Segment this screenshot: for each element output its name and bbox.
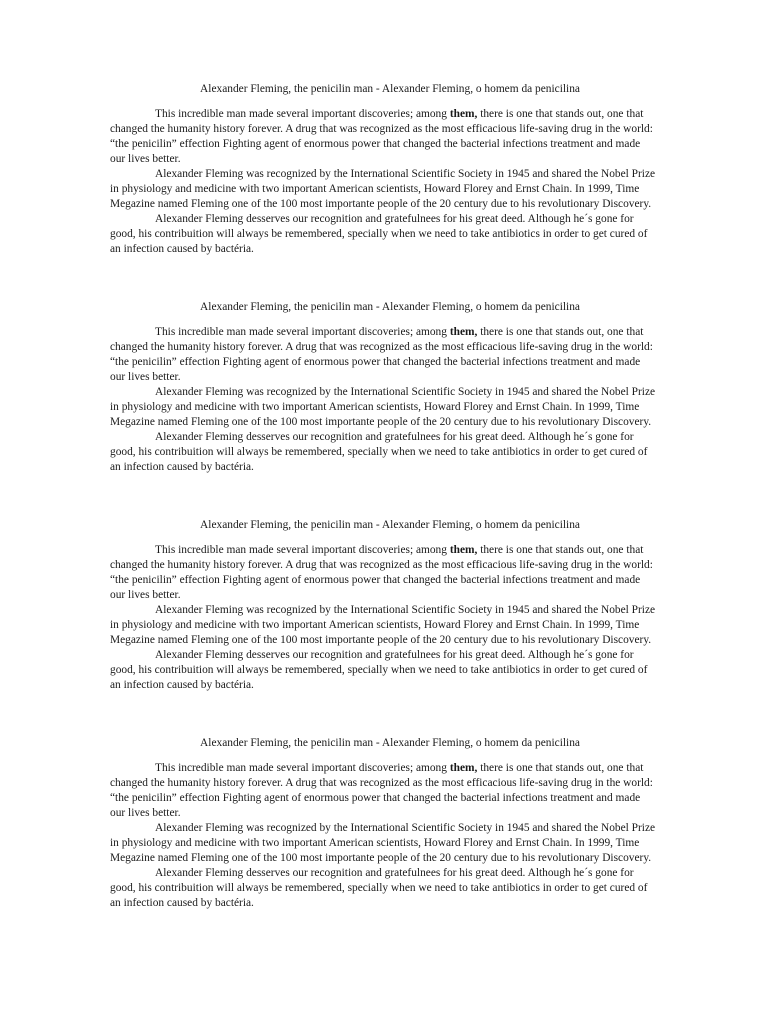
emphasis-text: them, — [449, 326, 478, 338]
paragraph-text: there is one that stands out, one that changed the humanity history forever. A drug that was recognized as the most efficacious life-saving drug in the world: “the penicilin” effection Fighting agent of enormous power that changed the bacterial infections treatment and made our lives better. — [110, 108, 653, 165]
paragraph-text: This incredible man made several important discoveries; among — [155, 762, 450, 774]
paragraph-recognition: Alexander Fleming was recognized by the International Scientific Society in 1945 and shared the Nobel Prize in physiology and medicine with two important American scientists, Howard Florey and Ernst Chain. In 1999, Time Megazine named Fleming one of the 100 most importante people of the 20 century due to his revolutionary Discovery. — [110, 386, 656, 428]
emphasis-text: them, — [449, 544, 478, 556]
paragraph-gratitude: Alexander Fleming desserves our recognition and gratefulnees for his great deed. Although he´s gone for good, his contribuition will always be remembered, specially when we need to take antibiotics in order to get cured of an infection caused by bactéria. — [110, 649, 648, 691]
paragraph-recognition: Alexander Fleming was recognized by the International Scientific Society in 1945 and shared the Nobel Prize in physiology and medicine with two important American scientists, Howard Florey and Ernst Chain. In 1999, Time Megazine named Fleming one of the 100 most importante people of the 20 century due to his revolutionary Discovery. — [110, 168, 656, 210]
paragraph-text: This incredible man made several important discoveries; among — [155, 108, 450, 120]
section-title: Alexander Fleming, the penicilin man - Alexander Fleming, o homem da penicilina — [200, 83, 580, 95]
paragraph-discoveries — [110, 761, 658, 821]
paragraph-discoveries — [110, 325, 658, 385]
paragraph-recognition: Alexander Fleming was recognized by the International Scientific Society in 1945 and shared the Nobel Prize in physiology and medicine with two important American scientists, Howard Florey and Ernst Chain. In 1999, Time Megazine named Fleming one of the 100 most importante people of the 20 century due to his revolutionary Discovery. — [110, 822, 656, 864]
document-page — [110, 82, 658, 954]
document-section — [110, 82, 658, 300]
section-title: Alexander Fleming, the penicilin man - Alexander Fleming, o homem da penicilina — [200, 737, 580, 749]
paragraph-gratitude: Alexander Fleming desserves our recognition and gratefulnees for his great deed. Although he´s gone for good, his contribuition will always be remembered, specially when we need to take antibiotics in order to get cured of an infection caused by bactéria. — [110, 213, 648, 255]
document-section — [110, 736, 658, 954]
paragraph-text: This incredible man made several important discoveries; among — [155, 326, 450, 338]
emphasis-text: them, — [449, 762, 478, 774]
paragraph-text: there is one that stands out, one that changed the humanity history forever. A drug that was recognized as the most efficacious life-saving drug in the world: “the penicilin” effection Fighting agent of enormous power that changed the bacterial infections treatment and made our lives better. — [110, 544, 653, 601]
paragraph-text: there is one that stands out, one that changed the humanity history forever. A drug that was recognized as the most efficacious life-saving drug in the world: “the penicilin” effection Fighting agent of enormous power that changed the bacterial infections treatment and made our lives better. — [110, 762, 653, 819]
emphasis-text: them, — [449, 108, 478, 120]
paragraph-discoveries — [110, 543, 658, 603]
paragraph-gratitude: Alexander Fleming desserves our recognition and gratefulnees for his great deed. Although he´s gone for good, his contribuition will always be remembered, specially when we need to take antibiotics in order to get cured of an infection caused by bactéria. — [110, 431, 648, 473]
document-section — [110, 518, 658, 736]
paragraph-recognition: Alexander Fleming was recognized by the International Scientific Society in 1945 and shared the Nobel Prize in physiology and medicine with two important American scientists, Howard Florey and Ernst Chain. In 1999, Time Megazine named Fleming one of the 100 most importante people of the 20 century due to his revolutionary Discovery. — [110, 604, 656, 646]
section-title: Alexander Fleming, the penicilin man - Alexander Fleming, o homem da penicilina — [200, 301, 580, 313]
section-title: Alexander Fleming, the penicilin man - Alexander Fleming, o homem da penicilina — [200, 519, 580, 531]
paragraph-text: This incredible man made several important discoveries; among — [155, 544, 450, 556]
document-section — [110, 300, 658, 518]
paragraph-text: there is one that stands out, one that changed the humanity history forever. A drug that was recognized as the most efficacious life-saving drug in the world: “the penicilin” effection Fighting agent of enormous power that changed the bacterial infections treatment and made our lives better. — [110, 326, 653, 383]
paragraph-discoveries — [110, 107, 658, 167]
paragraph-gratitude: Alexander Fleming desserves our recognition and gratefulnees for his great deed. Although he´s gone for good, his contribuition will always be remembered, specially when we need to take antibiotics in order to get cured of an infection caused by bactéria. — [110, 867, 648, 909]
